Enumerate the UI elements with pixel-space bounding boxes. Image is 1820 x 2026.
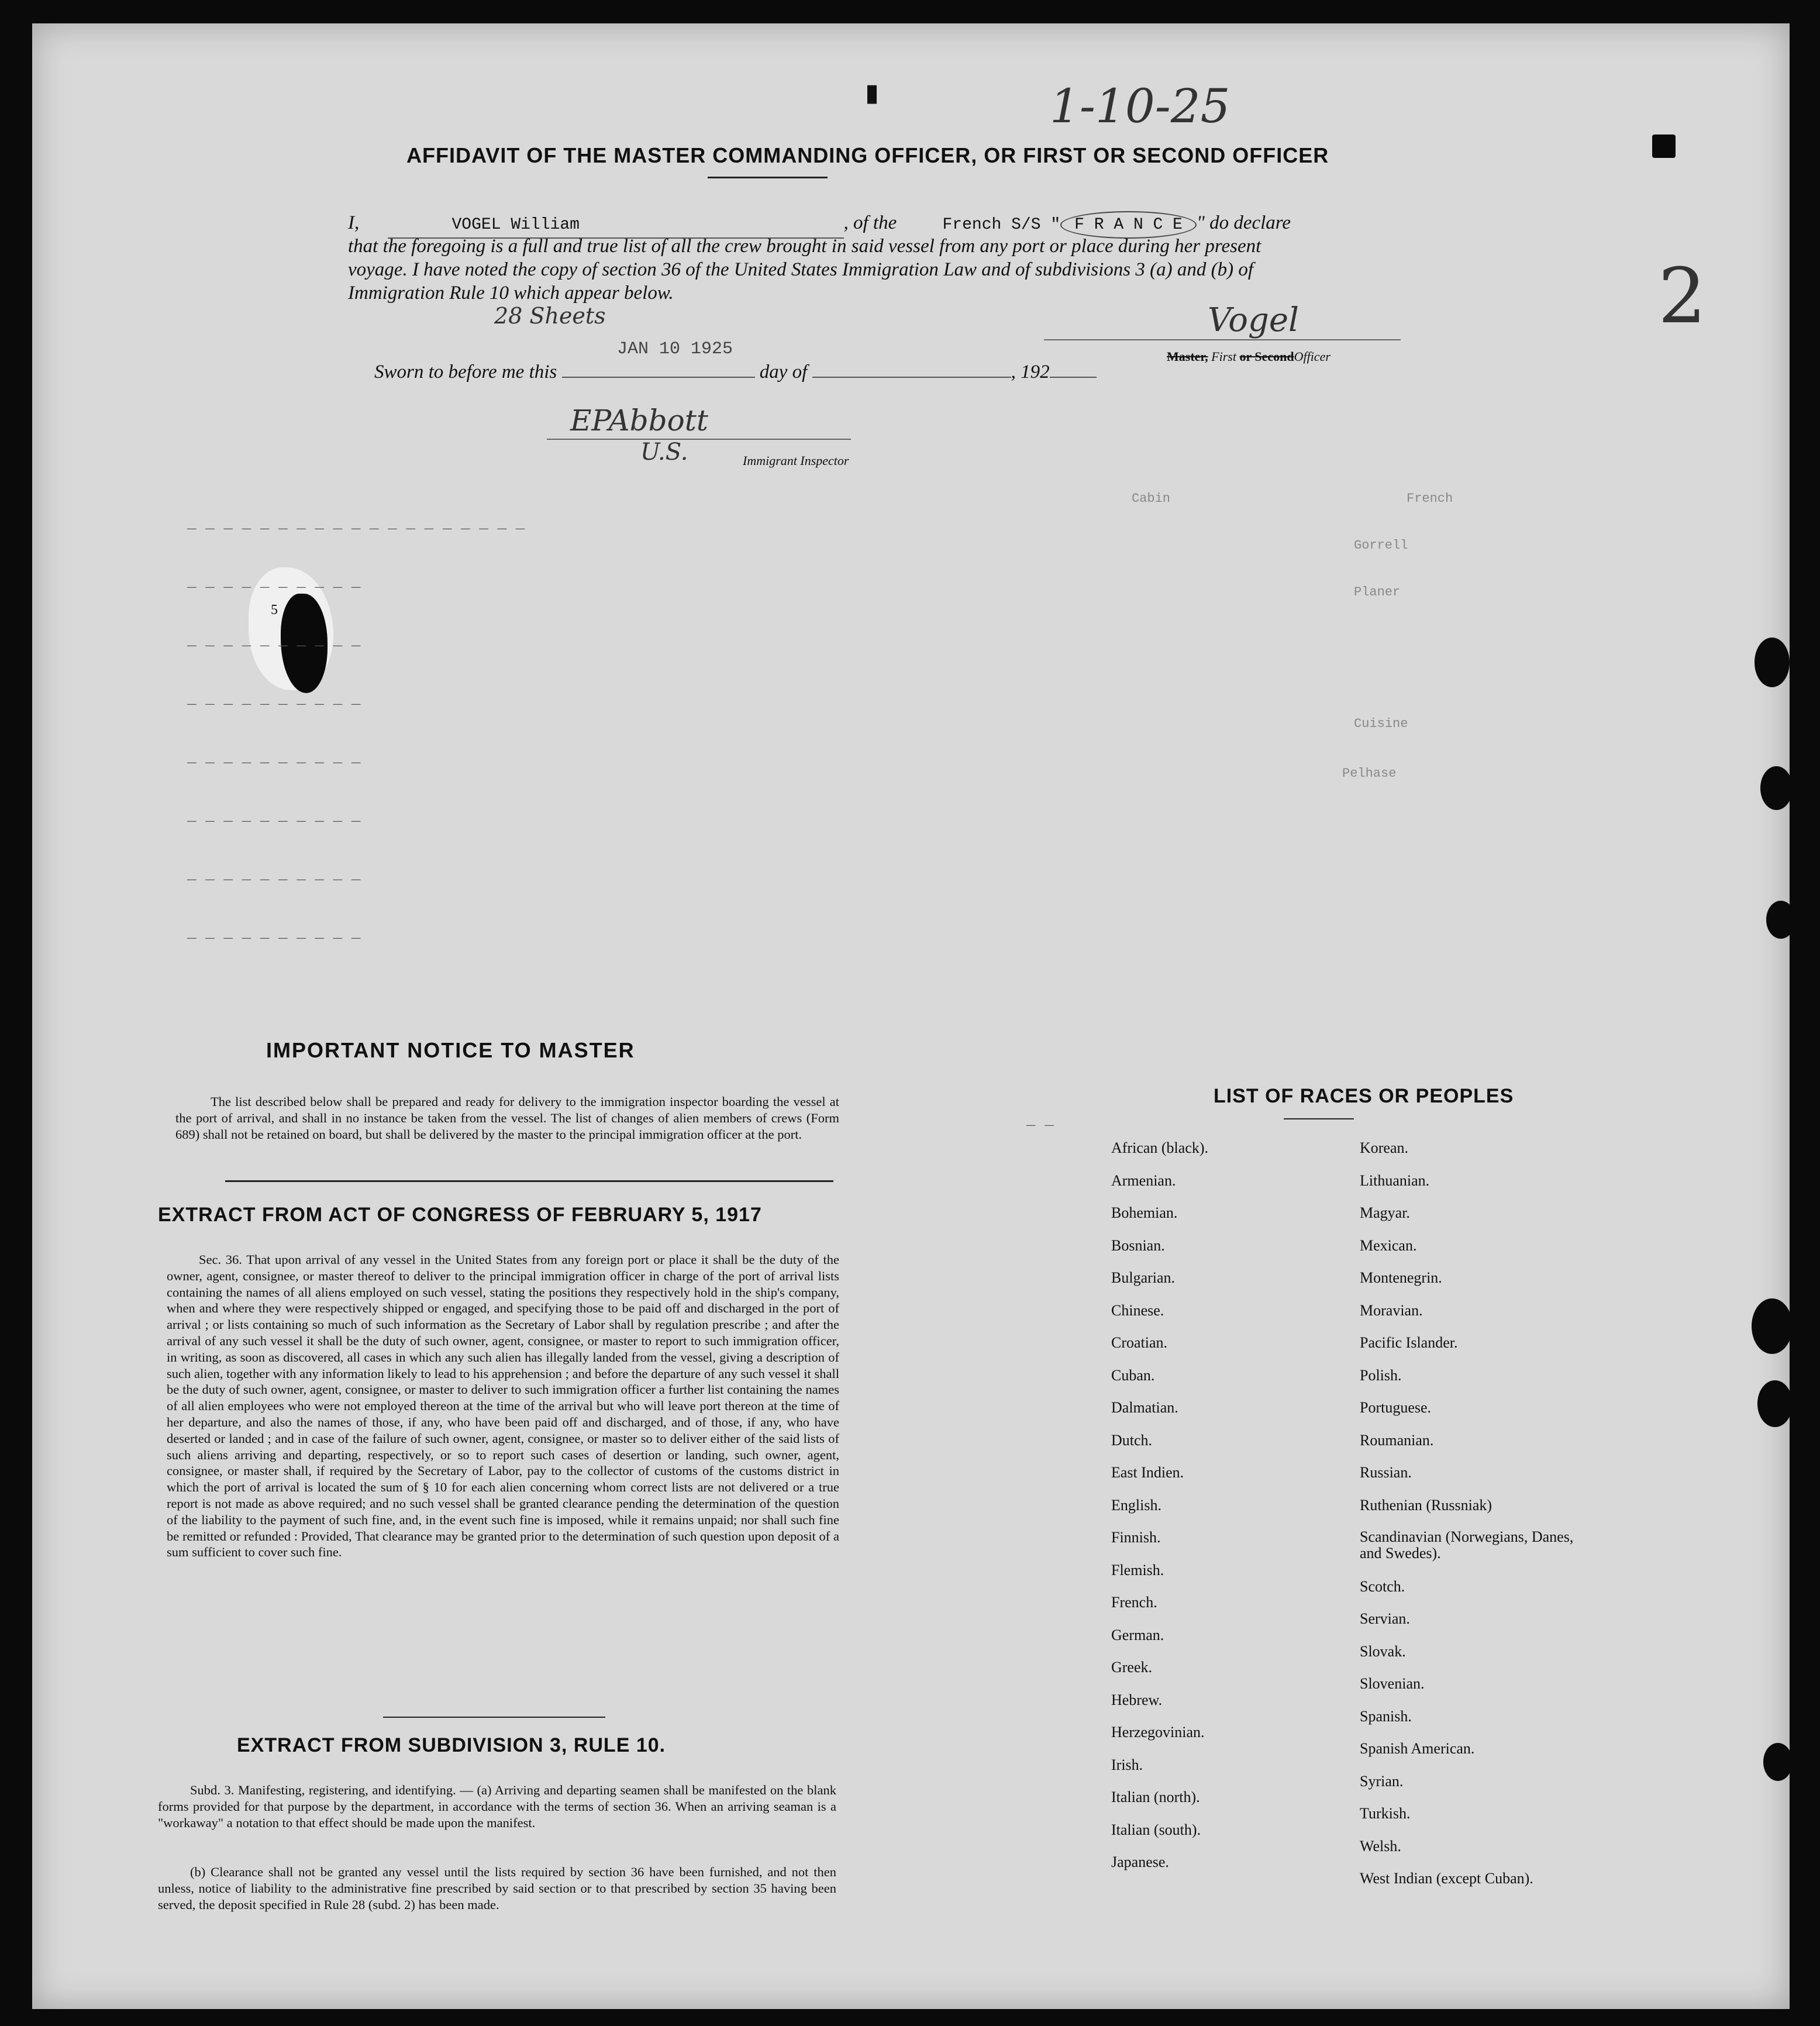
race-item: Turkish. [1360,1805,1411,1822]
inspector-signature: EPAbbott [570,404,708,437]
officer-title-second: or Second [1239,349,1294,364]
race-item: East Indien. [1111,1464,1184,1481]
race-item: Mexican. [1360,1236,1417,1254]
race-item: African (black). [1111,1139,1209,1156]
officer-title-first: First [1211,349,1236,364]
handwritten-sheet-number: 2 [1658,251,1707,340]
race-item: Russian. [1360,1464,1412,1481]
sworn-year: , 192 [1011,361,1050,383]
race-item: Pacific Islander. [1360,1334,1458,1351]
sworn-line [374,361,1097,383]
race-item: West Indian (except Cuban). [1360,1870,1533,1887]
title-rule [708,177,828,178]
race-item: Spanish. [1360,1707,1412,1725]
sheets-note: 28 Sheets [494,303,606,329]
handwritten-date: 1-10-25 [1050,79,1230,133]
bleed-word: Cabin [1132,491,1171,506]
subdivision-heading: EXTRACT FROM SUBDIVISION 3, RULE 10. [237,1734,666,1756]
signature-line [1044,339,1401,340]
race-item: Slovenian. [1360,1675,1425,1692]
race-item: Welsh. [1360,1837,1401,1855]
notice-heading: IMPORTANT NOTICE TO MASTER [266,1038,635,1062]
inspector-initials: U.S. [640,439,688,466]
races-rule [1284,1118,1354,1119]
race-item: Cuban. [1111,1366,1155,1384]
race-item: Montenegrin. [1360,1269,1442,1286]
ink-blot [1652,135,1676,158]
binder-hole [1757,1380,1793,1427]
bleed-word: Pelhase [1342,766,1397,781]
officer-title-master: Master, [1167,349,1208,364]
race-item: Moravian. [1360,1301,1423,1319]
race-item: Magyar. [1360,1204,1410,1221]
race-item: Italian (south). [1111,1821,1201,1838]
subdivision-para-b: (b) Clearance shall not be granted any vessel until the lists required by section 36 have been furnished, and not then unless, notice of liability to the administrative fine prescribed by said section or to that prescribed by section 35 having been served, the deposit specified in Rule 28 (subd. 2) has been made. [158,1865,836,1912]
declaration-i: I, [348,212,360,233]
race-item: Scotch. [1360,1577,1405,1595]
race-item: Roumanian. [1360,1431,1434,1449]
race-item: Herzegovinian. [1111,1724,1205,1741]
officer-signature: Vogel [1208,301,1299,339]
race-item: Greek. [1111,1659,1153,1676]
inspector-title: Immigrant Inspector [743,453,849,468]
race-item: Portuguese. [1360,1399,1432,1416]
race-item: Scandinavian (Norwegians, Danes, and Swedes). [1360,1528,1574,1562]
race-item: Bulgarian. [1111,1269,1176,1286]
race-item: Flemish. [1111,1561,1164,1579]
races-heading: LIST OF RACES OR PEOPLES [1214,1085,1514,1107]
binder-hole [1754,638,1790,687]
act-rule [383,1717,605,1718]
vessel-name: F R A N C E [1060,211,1197,239]
race-item: Irish. [1111,1756,1143,1773]
act-heading: EXTRACT FROM ACT OF CONGRESS OF FEBRUARY 5, 1917 [158,1204,762,1226]
officer-title [1167,349,1330,364]
officer-title-end: Officer [1294,349,1330,364]
race-item: Lithuanian. [1360,1172,1430,1189]
race-item: Italian (north). [1111,1789,1200,1806]
race-item: Chinese. [1111,1301,1164,1319]
vessel-suffix: " do declare [1196,212,1291,233]
stamp-date: JAN 10 1925 [617,339,733,359]
binder-hole [1766,901,1795,939]
race-item: Ruthenian (Russniak) [1360,1496,1492,1514]
race-item: Spanish American. [1360,1740,1475,1757]
notice-body: The list described below shall be prepared and ready for delivery to the immigration inspector boarding the vessel at the port of arrival, and shall in no instance be taken from the vessel. The list of changes of alien members of crews (Form 689) shall not be retained on board, but shall be delivered by the master to the principal immigration officer at the port. [175,1094,839,1142]
bleed-word: French [1407,491,1453,506]
declaration-line-3: voyage. I have noted the copy of section 36 of the United States Immigration Law and of subdivisions 3 (a) and (b) of [348,259,1254,280]
race-item: Finnish. [1111,1529,1161,1546]
declaration-line-4: Immigration Rule 10 which appear below. [348,282,674,304]
bleed-word: Planer [1354,585,1401,599]
race-item: Servian. [1360,1610,1410,1627]
officer-name: VOGEL William [388,213,844,239]
race-item: Syrian. [1360,1772,1404,1790]
race-item: French. [1111,1594,1157,1611]
notice-rule [225,1180,833,1182]
race-item: Dalmatian. [1111,1399,1178,1416]
race-item: Polish. [1360,1366,1402,1384]
declaration-line-2: that the foregoing is a full and true list of all the crew brought in said vessel from any port or place during her present [348,236,1261,257]
tag-number: 5 [271,602,278,618]
race-item: Armenian. [1111,1172,1176,1189]
declaration-of-the: , of the [843,212,897,233]
binder-hole [1763,1743,1793,1781]
race-item: German. [1111,1626,1164,1643]
race-item: Bohemian. [1111,1204,1178,1221]
sworn-label: Sworn to before me this [374,361,557,383]
sworn-day-of: day of [759,361,808,383]
document-sheet: 1-10-25 2 AFFIDAVIT OF THE MASTER COMMANDING OFFICER, OR FIRST OR SECOND OFFICER I, VOGEL William , of the French S/S " F R A N C E " do declare that the foregoing is a full and true list of all the crew brought in said vessel from any port or place during her present voyage. I have noted the copy of section 36 of the United States Immigration Law and of subdivisions 3 (a) and (b) of Immigration Rule 10 which appear below. Vogel Master, First or SecondOfficer 28 Sheets JAN 10 1925 Sworn to before me this day of , 192 EPAbbott U.S. Immigrant Inspector 5 ▮ _ _ _ _ _ _ _ _ _ _ _ _ _ _ _ _ _ _ _ _ _ _ _ _ _ _ _ _ _ _ _ _ _ _ _ _ _ _ _ _ _ _ _ _ _ _ _ _ _ _ _ _ _ _ _ _ _ _ _ _ _ _ _ _ _ _ _ _ _ _ _ _ _ _ _ _ _ _ _ _ _ _ _ _ _ _ _ _ _ _ _ Cabin French Gorrell Planer Cuisine Pelhase IMPORTANT NOTICE TO MASTER The list described below shall be prepared and ready for delivery to the immigration inspector boarding the vessel at the port of arrival, and shall in no instance be taken from the vessel. The list of changes of alien members of crews (Form 689) shall not be retained on board, but shall be delivered by the master to the principal immigration officer at the port. EXTRACT FROM ACT OF CONGRESS OF FEBRUARY 5, 1917 Sec. 36. That upon arrival of any vessel in the United States from any foreign port or place it shall be the duty of the owner, agent, consignee, or master thereof to deliver to the principal immigration officer in charge of the port of arrival lists containing the names of all aliens employed on such vessel, stating the positions they respectively hold in the ship's company, when and where they were respectively shipped or engaged, and specifying those to be paid off and discharged in the port of arrival ; or lists containing so much of such information as the Secretary of Labor shall by regulation prescribe ; and after the arrival of any such vessel it shall be the duty of such owner, agent, consignee, or master to report to such immigration officer, in writing, as soon as discovered, all cases in which any such alien has illegally landed from the vessel, giving a description of such alien, together with any information likely to lead to his apprehension ; and before the departure of any such vessel it shall be the duty of such owner, agent, consignee, or master to deliver to such immigration officer a further list containing the names of all alien employees who were not employed thereon at the time of the arrival but who will leave port thereon at the time of her departure, and also the names of those, if any, who have been paid off and discharged, and of those, if any, who have deserted or landed ; and in case of the failure of such owner, agent, consignee, or master so to deliver either of the said lists of such aliens arriving and departing, respectively, or so to report such cases of desertion or landing, such owner, agent, consignee, or master shall, if required by the Secretary of Labor, pay to the collector of customs of the customs district in which the port of arrival is located the sum of § 10 for each alien concerning whom correct lists are not delivered or a true report is not made as above required; and no such vessel shall be granted clearance pending the determination of the question of the liability to the payment of such fine, and, in the event such fine is imposed, while it remains unpaid; nor shall such fine be remitted or refunded : Provided, That clearance may be granted prior to the determination of such question upon deposit of a sum sufficient to cover such fine. EXTRACT FROM SUBDIVISION 3, RULE 10. Subd. 3. Manifesting, registering, and identifying. — (a) Arriving and departing seamen shall be manifested on the blank forms provided for that purpose by the department, in accordance with the terms of section 36. When an arriving seaman is a "workaway" a notation to that effect should be made upon the manifest. (b) Clearance shall not be granted any vessel until the lists required by section 36 have been furnished, and not then unless, notice of liability to the administrative fine prescribed by said section or to that prescribed by section 35 having been served, the deposit specified in Rule 28 (subd. 2) has been made. LIST OF RACES OR PEOPLES African (black). Armenian. Bohemian. Bosnian. Bulgarian. Chinese. Croatian. Cuban. Dalmatian. Dutch. East Indien. English. Finnish. Flemish. French. German. Greek. Hebrew. Herzegovinian. Irish. Italian (north). Italian (south). Japanese. Korean. Lithuanian. Magyar. Mexican. Montenegrin. Moravian. Pacific Islander. Polish. Portuguese. Roumanian. Russian. Ruthenian (Russniak) Scandinavian (Norwegians, Danes, and Swedes). Scotch. Servian. Slovak. Slovenian. Spanish. Spanish American. Syrian. Turkish. Welsh. West Indian (except Cuban). [32,23,1790,2009]
inspector-line [547,439,851,440]
binder-hole [1752,1298,1793,1354]
ink-mark: ▮ [866,80,879,106]
race-item: Croatian. [1111,1334,1168,1351]
race-item: Hebrew. [1111,1691,1163,1708]
bleed-word: Cuisine [1354,716,1408,731]
act-body: Sec. 36. That upon arrival of any vessel in the United States from any foreign port or place it shall be the duty of the owner, agent, consignee, or master thereof to deliver to the principal immigration officer in charge of the port of arrival lists containing the names of all aliens employed on such vessel, stating the positions they respectively hold in the ship's company, when and where they were respectively shipped or engaged, and specifying those to be paid off and discharged in the port of arrival ; or lists containing so much of such information as the Secretary of Labor shall by regulation prescribe ; and after the arrival of any such vessel it shall be the duty of such owner, agent, consignee, or master to report to such immigration officer, in writing, as soon as discovered, all cases in which any such alien has illegally landed from the vessel, giving a description of such alien, together with any information likely to lead to his apprehension ; and before the departure of any such vessel it shall be the duty of such owner, agent, consignee, or master to deliver to such immigration officer a further list containing the names of all alien employees who were not employed thereon at the time of the arrival but who will leave port thereon at the time of her departure, and also the names of those, if any, who have been paid off and discharged, and of those, if any, who have deserted or landed ; and in case of the failure of such owner, agent, consignee, or master so to deliver either of the said lists of such aliens arriving and departing, respectively, or so to report such cases of desertion or landing, such owner, agent, consignee, or master shall, if required by the Secretary of Labor, pay to the collector of customs of the customs district in which the port of arrival is located the sum of § 10 for each alien concerning whom correct lists are not delivered or a true report is not made as above required; and no such vessel shall be granted clearance pending the determination of the question of the liability to the payment of such fine, and, in the event such fine is imposed, while it remains unpaid; nor shall such fine be remitted or refunded : Provided, That clearance may be granted prior to the determination of such question upon deposit of a sum sufficient to cover such fine. [167,1252,839,1560]
race-item: English. [1111,1496,1161,1514]
race-item: Japanese. [1111,1853,1169,1870]
race-item: Korean. [1360,1139,1409,1156]
race-item: Bosnian. [1111,1236,1165,1254]
race-item: Slovak. [1360,1642,1406,1660]
race-item: Dutch. [1111,1431,1153,1449]
affidavit-title: AFFIDAVIT OF THE MASTER COMMANDING OFFICER, OR FIRST OR SECOND OFFICER [406,143,1329,167]
vessel-prefix: French S/S " [942,216,1061,234]
binder-hole [1760,766,1793,810]
bleed-word: Gorrell [1354,538,1408,553]
subdivision-para-a: Subd. 3. Manifesting, registering, and identifying. — (a) Arriving and departing seamen shall be manifested on the blank forms provided for that purpose by the department, in accordance with the terms of section 36. When an arriving seaman is a "workaway" a notation to that effect should be made upon the manifest. [158,1783,836,1830]
